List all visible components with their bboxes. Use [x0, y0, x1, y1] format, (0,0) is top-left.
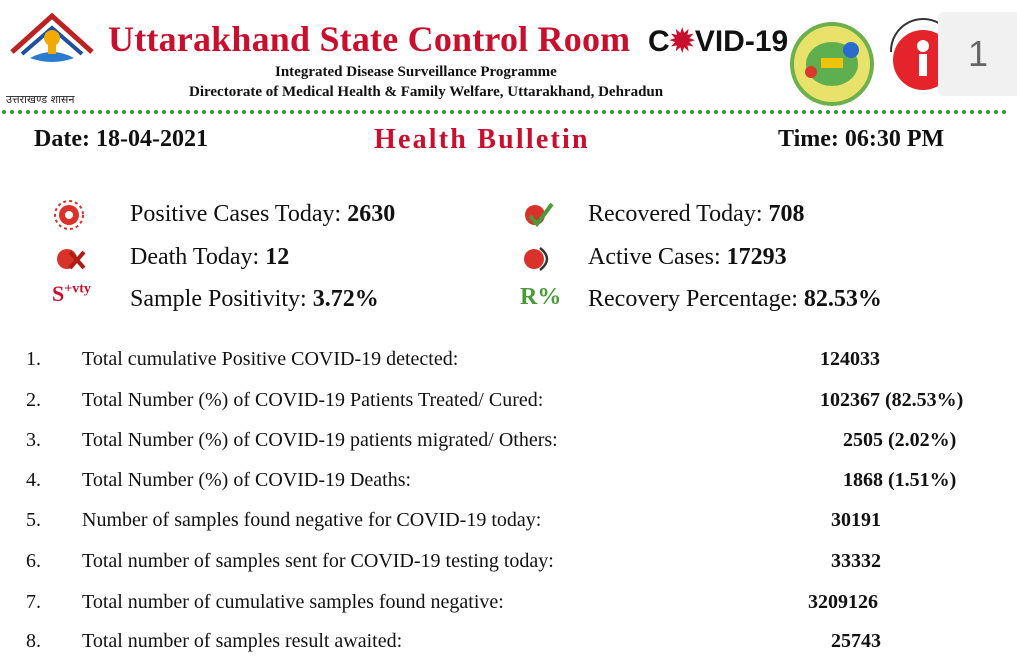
recovery-percentage-label: Recovery Percentage: [588, 286, 798, 312]
active-virus-icon [520, 242, 554, 276]
recovery-percentage-icon: R% [520, 284, 562, 310]
row-description: Total cumulative Positive COVID-19 detected: [82, 348, 459, 370]
row-value: 3209126 [808, 591, 878, 613]
covid-logo-c: C [648, 25, 670, 58]
sample-icon-sup: +vty [64, 281, 91, 297]
sample-positivity-label: Sample Positivity: [130, 286, 307, 312]
row-value: 2505 (2.02%) [843, 429, 957, 451]
row-value: 1868 (1.51%) [843, 469, 957, 491]
death-virus-icon [52, 242, 86, 276]
row-value: 25743 [831, 630, 881, 652]
positive-cases-label: Positive Cases Today: [130, 201, 342, 227]
row-description: Total number of samples result awaited: [82, 630, 403, 652]
covid-19-logo [648, 24, 788, 59]
death-value: 12 [265, 244, 290, 270]
sample-positivity-value: 3.72% [312, 286, 379, 312]
row-description: Total number of samples sent for COVID-19 testing today: [82, 550, 554, 572]
row-number: 2. [26, 389, 41, 411]
row-description: Total number of cumulative samples found negative: [82, 591, 504, 613]
bulletin-title: Health Bulletin [374, 124, 590, 155]
row-number: 7. [26, 591, 41, 613]
positive-virus-icon [52, 198, 86, 232]
row-number: 8. [26, 630, 41, 652]
death-label: Death Today: [130, 244, 260, 270]
active-cases-value: 17293 [726, 244, 787, 270]
positive-cases-value: 2630 [347, 201, 396, 227]
bulletin-date: Date: 18-04-2021 [34, 126, 208, 152]
row-description: Total Number (%) of COVID-19 Deaths: [82, 469, 412, 491]
dotted-divider [0, 109, 1010, 115]
death-today [130, 244, 289, 271]
row-value: 124033 [820, 348, 880, 370]
row-value: 33332 [831, 550, 881, 572]
row-number: 3. [26, 429, 41, 451]
covid-logo-rest: VID-19 [694, 25, 789, 58]
recovered-value: 708 [768, 201, 805, 227]
row-description: Total Number (%) of COVID-19 Patients Treated/ Cured: [82, 389, 544, 411]
subtitle-directorate: Directorate of Medical Health & Family Welfare, Uttarakhand, Dehradun [189, 84, 664, 100]
page-number-badge: 1 [938, 12, 1017, 96]
row-number: 6. [26, 550, 41, 572]
page-title: Uttarakhand State Control Room [108, 19, 631, 59]
row-number: 4. [26, 469, 41, 491]
row-value: 30191 [831, 509, 881, 531]
subtitle-programme: Integrated Disease Surveillance Programme [275, 64, 557, 80]
uttarakhand-emblem-icon [8, 8, 96, 74]
idsp-logo-icon [789, 22, 875, 106]
row-number: 1. [26, 348, 41, 370]
virus-icon: ✹ [669, 25, 695, 58]
govt-text: उत्तराखण्ड शासन [6, 93, 75, 106]
recovery-percentage-value: 82.53% [803, 286, 882, 312]
recovered-label: Recovered Today: [588, 201, 763, 227]
row-description: Number of samples found negative for COVID-19 today: [82, 509, 542, 531]
active-cases-label: Active Cases: [588, 244, 721, 270]
active-cases [588, 244, 787, 271]
sample-positivity-icon [52, 281, 91, 307]
sample-icon-text: S [52, 281, 65, 306]
recovery-percentage [588, 286, 882, 313]
recovered-virus-check-icon [520, 198, 554, 232]
row-number: 5. [26, 509, 41, 531]
sample-positivity [130, 286, 379, 313]
bulletin-time: Time: 06:30 PM [778, 126, 945, 152]
recovered-today [588, 201, 804, 228]
positive-cases-today [130, 201, 395, 228]
row-description: Total Number (%) of COVID-19 patients migrated/ Others: [82, 429, 558, 451]
row-value: 102367 (82.53%) [820, 389, 964, 411]
